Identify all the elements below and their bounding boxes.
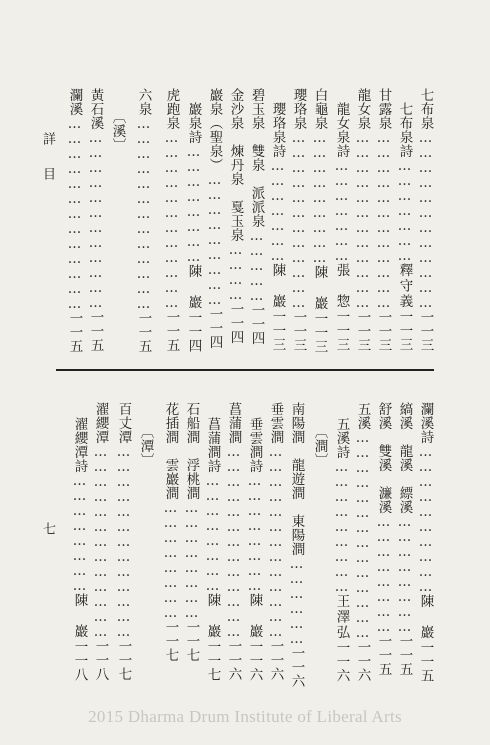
entry-title: 巖泉（聖泉） — [206, 88, 223, 172]
entry-page: 一一六 — [225, 639, 242, 681]
toc-entry — [88, 88, 102, 352]
entry-title: 瓔珞泉 — [290, 88, 307, 130]
section-title: 〔溪〕 — [109, 110, 126, 152]
toc-entry — [205, 417, 219, 682]
toc-entry — [186, 102, 200, 353]
toc-entry — [249, 88, 263, 345]
toc-entry — [312, 88, 326, 354]
entry-page: 一一七 — [162, 620, 179, 662]
toc-entry — [67, 88, 81, 353]
watermark-text: 2015 Dharma Drum Institute of Liberal Arts — [88, 707, 402, 726]
entry-page: 一一八 — [92, 639, 109, 681]
section-title: 〔澗〕 — [311, 425, 328, 467]
entry-page: 一一三 — [354, 310, 371, 352]
entry-title: 甘露泉 — [375, 88, 392, 130]
entry-leader: ……………………………… — [87, 130, 104, 310]
entry-leader: ………………… — [269, 158, 286, 263]
entry-leader: …………………… — [162, 500, 179, 620]
toc-entry — [72, 417, 86, 682]
toc-entry — [289, 402, 303, 688]
entry-title: 瀾溪詩 — [417, 402, 434, 444]
entry-page: 一一六 — [246, 639, 263, 682]
entry-page: 一一五 — [135, 311, 152, 353]
entry-title: 七布泉 — [417, 88, 434, 130]
section-heading — [312, 425, 326, 467]
section-heading — [110, 110, 124, 152]
entry-author: 釋守義 — [396, 263, 413, 310]
toc-entry — [116, 402, 130, 681]
entry-title: 巖泉詩 — [185, 102, 202, 144]
entry-page: 一一三 — [290, 310, 307, 352]
section-heading — [138, 425, 152, 467]
entry-leader: ……………………………… — [163, 130, 180, 310]
entry-page: 一一三 — [417, 310, 434, 352]
entry-page: 一一五 — [396, 634, 413, 676]
entry-leader: ……………………………… — [417, 130, 434, 310]
entry-author: 陳 巖 — [417, 594, 434, 641]
entry-author: 陳 巖 — [311, 265, 328, 312]
entry-leader: …………………… — [396, 514, 413, 634]
toc-entry — [334, 102, 348, 352]
entry-leader: ………………………………… — [225, 444, 242, 639]
entry-leader: …………… — [248, 228, 265, 303]
entry-title: 白龜泉 — [311, 88, 328, 130]
entry-title: 虎跑泉 — [163, 88, 180, 130]
toc-entry — [136, 88, 150, 353]
entry-page: 一一三 — [269, 309, 286, 352]
toc-entry — [355, 88, 369, 352]
entry-title: 金沙泉 煉丹泉 戛玉泉 — [227, 88, 244, 242]
entry-page: 一一六 — [267, 639, 284, 681]
entry-title: 七布泉詩 — [396, 102, 413, 158]
entry-title: 碧玉泉 雙泉 派派泉 — [248, 88, 265, 228]
section-divider — [56, 369, 434, 371]
entry-title: 五溪詩 — [333, 417, 350, 459]
entry-title: 垂雲澗 — [267, 402, 284, 444]
entry-title: 六泉 — [135, 88, 152, 116]
entry-author: 陳 巖 — [246, 593, 263, 640]
entry-title: 百丈潭 — [115, 402, 132, 444]
entry-leader: ……………………………… — [354, 130, 371, 310]
toc-entry — [247, 417, 261, 682]
entry-leader: …………………… — [204, 473, 221, 593]
entry-leader: …………………… — [183, 500, 200, 620]
entry-title: 菖蒲澗詩 — [204, 417, 221, 473]
entry-page: 一一三 — [396, 309, 413, 352]
entry-page: 一一六 — [354, 640, 371, 682]
entry-title: 菖蒲澗 — [225, 402, 242, 444]
entry-leader: …………………… — [375, 514, 392, 634]
entry-page: 一一五 — [87, 310, 104, 352]
entry-page: 一一六 — [333, 640, 350, 683]
entry-title: 舒溪 雙溪 濂溪 — [375, 402, 392, 514]
toc-entry — [418, 402, 432, 683]
entry-leader: …………………………………… — [354, 430, 371, 640]
entry-author: 陳 巖 — [185, 264, 202, 311]
entry-page: 一一五 — [66, 311, 83, 353]
section-title: 〔潭〕 — [137, 425, 154, 467]
entry-leader: ……………………………… — [375, 130, 392, 310]
entry-title: 龍女泉 — [354, 88, 371, 130]
entry-title: 瓔珞泉詩 — [269, 102, 286, 158]
entry-page: 一一七 — [115, 639, 132, 681]
entry-title: 石船澗 浮桃澗 — [183, 402, 200, 500]
entry-page: 一一六 — [288, 646, 305, 688]
entry-leader: ……………………………… — [290, 130, 307, 310]
entry-title: 縞溪 龍溪 縹溪 — [396, 402, 413, 514]
toc-entry — [207, 88, 221, 349]
entry-page: 一一七 — [204, 639, 221, 682]
entry-page: 一一七 — [183, 620, 200, 662]
entry-title: 南陽澗 龍遊澗 東陽澗 — [288, 402, 305, 556]
entry-leader: ………………… — [396, 158, 413, 263]
entry-leader: ………………………………… — [115, 444, 132, 639]
toc-entry — [226, 402, 240, 681]
entry-leader: ………………… — [333, 158, 350, 263]
toc-entry — [228, 88, 242, 344]
toc-entry — [397, 402, 411, 676]
entry-page: 一一五 — [163, 310, 180, 352]
entry-leader: ………………………………… — [92, 444, 109, 639]
toc-entry — [334, 417, 348, 683]
entry-author: 陳 巖 — [204, 593, 221, 640]
entry-title: 垂雲澗詩 — [246, 417, 263, 473]
entry-leader: ………………………………… — [66, 116, 83, 311]
entry-page: 一一四 — [206, 307, 223, 349]
side-title: 詳目 — [40, 132, 55, 202]
entry-page: 一一五 — [375, 634, 392, 676]
entry-leader: ……………… — [288, 556, 305, 646]
entry-author: 陳 巖 — [71, 593, 88, 640]
entry-leader: …………………… — [185, 144, 202, 264]
toc-entry — [291, 88, 305, 352]
entry-title: 濯纓潭詩 — [71, 417, 88, 473]
entry-page: 一一四 — [227, 302, 244, 344]
entry-title: 花插澗 雲巖澗 — [162, 402, 179, 500]
entry-page: 一一八 — [71, 639, 88, 682]
entry-title: 龍女泉詩 — [333, 102, 350, 158]
entry-title: 濯纓潭 — [92, 402, 109, 444]
toc-entry — [93, 402, 107, 681]
toc-entry — [418, 88, 432, 352]
entry-page: 一一五 — [417, 640, 434, 683]
entry-title: 瀾溪 — [66, 88, 83, 116]
toc-entry — [270, 102, 284, 352]
entry-leader: ………… — [227, 242, 244, 302]
entry-leader: ………………………………… — [135, 116, 152, 311]
toc-entry — [376, 88, 390, 352]
toc-entry — [164, 88, 178, 352]
toc-entry — [184, 402, 198, 662]
entry-leader: ………………………… — [417, 444, 434, 594]
entry-leader: ……………………… — [333, 459, 350, 594]
entry-page: 一一三 — [333, 309, 350, 352]
entry-page: 一一三 — [375, 310, 392, 352]
entry-leader: ………………………………… — [267, 444, 284, 639]
entry-page: 一一四 — [248, 303, 265, 345]
toc-entry — [163, 402, 177, 662]
toc-entry — [355, 402, 369, 682]
toc-entry — [376, 402, 390, 676]
entry-page: 一一三 — [311, 311, 328, 354]
entry-leader: ……………………… — [311, 130, 328, 265]
entry-author: 陳 巖 — [269, 263, 286, 310]
entry-leader: ……………………… — [206, 172, 223, 307]
entry-title: 五溪 — [354, 402, 371, 430]
page-number: 七 — [40, 522, 55, 535]
entry-author: 張 惣 — [333, 263, 350, 310]
entry-author: 王澤弘 — [333, 594, 350, 641]
entry-page: 一一四 — [185, 310, 202, 353]
entry-leader: …………………… — [71, 473, 88, 593]
entry-leader: …………………… — [246, 473, 263, 593]
toc-entry — [397, 102, 411, 352]
entry-title: 黃石溪 — [87, 88, 104, 130]
toc-entry — [268, 402, 282, 681]
